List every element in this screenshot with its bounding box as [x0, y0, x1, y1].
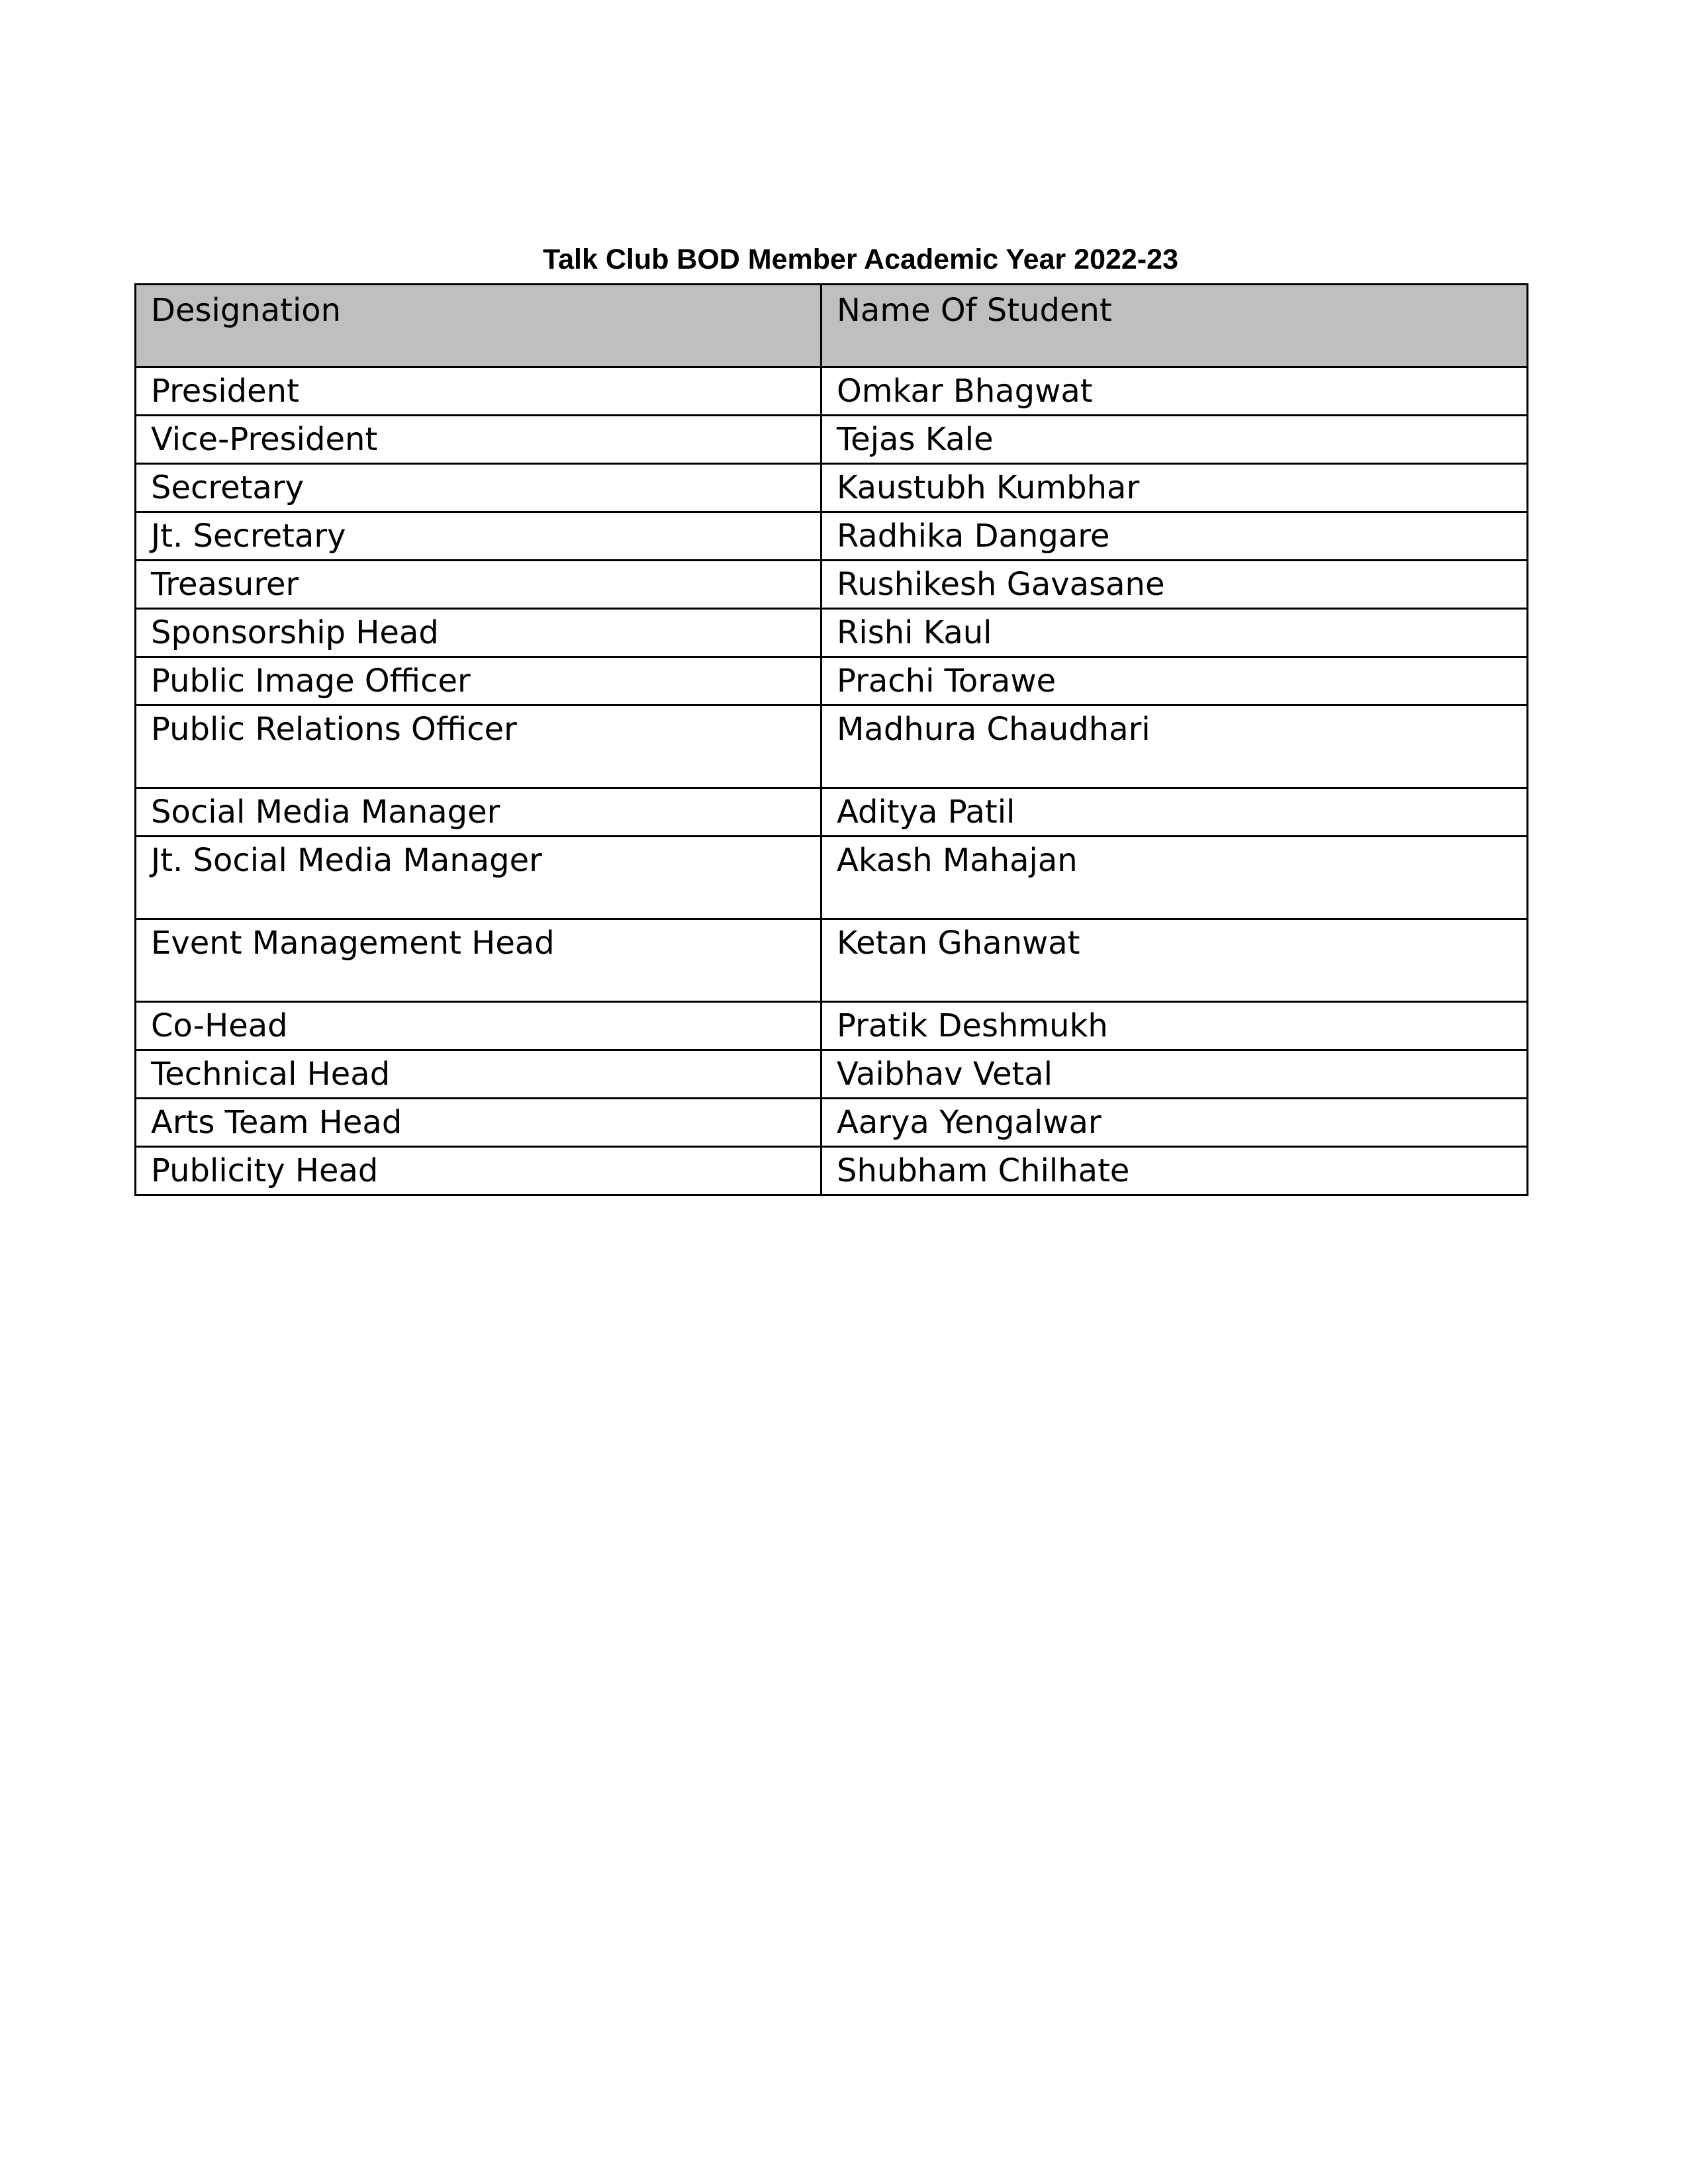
designation-cell: Secretary	[136, 464, 821, 512]
table-row	[136, 1147, 1528, 1195]
designation-cell: Jt. Social Media Manager	[136, 837, 821, 919]
student-name-cell: Vaibhav Vetal	[821, 1050, 1528, 1099]
student-name-cell: Prachi Torawe	[821, 657, 1528, 705]
table-row	[136, 1050, 1528, 1099]
bod-members-table	[134, 283, 1528, 1196]
designation-cell: Arts Team Head	[136, 1099, 821, 1147]
designation-cell: Vice-President	[136, 416, 821, 464]
student-name-cell: Omkar Bhagwat	[821, 367, 1528, 416]
designation-cell: Public Image Officer	[136, 657, 821, 705]
designation-cell: Sponsorship Head	[136, 609, 821, 657]
table-row	[136, 1099, 1528, 1147]
student-name-cell: Akash Mahajan	[821, 837, 1528, 919]
table-row	[136, 705, 1528, 788]
student-name-cell: Ketan Ghanwat	[821, 919, 1528, 1002]
document-title: Talk Club BOD Member Academic Year 2022-23	[543, 244, 1178, 275]
table-row	[136, 657, 1528, 705]
table-header-row	[136, 285, 1528, 367]
student-name-cell: Aditya Patil	[821, 788, 1528, 837]
table-row	[136, 919, 1528, 1002]
designation-cell: Public Relations Officer	[136, 705, 821, 788]
student-name-cell: Aarya Yengalwar	[821, 1099, 1528, 1147]
designation-cell: Social Media Manager	[136, 788, 821, 837]
designation-cell: Publicity Head	[136, 1147, 821, 1195]
designation-cell: Treasurer	[136, 561, 821, 609]
header-name-of-student: Name Of Student	[821, 285, 1528, 367]
student-name-cell: Shubham Chilhate	[821, 1147, 1528, 1195]
designation-cell: Technical Head	[136, 1050, 821, 1099]
designation-cell: President	[136, 367, 821, 416]
student-name-cell: Tejas Kale	[821, 416, 1528, 464]
student-name-cell: Rishi Kaul	[821, 609, 1528, 657]
table-row	[136, 512, 1528, 561]
table-row	[136, 837, 1528, 919]
designation-cell: Co-Head	[136, 1002, 821, 1050]
table-row	[136, 1002, 1528, 1050]
table-row	[136, 464, 1528, 512]
designation-cell: Event Management Head	[136, 919, 821, 1002]
student-name-cell: Rushikesh Gavasane	[821, 561, 1528, 609]
table-row	[136, 788, 1528, 837]
table-row	[136, 561, 1528, 609]
designation-cell: Jt. Secretary	[136, 512, 821, 561]
student-name-cell: Kaustubh Kumbhar	[821, 464, 1528, 512]
student-name-cell: Radhika Dangare	[821, 512, 1528, 561]
student-name-cell: Madhura Chaudhari	[821, 705, 1528, 788]
table-row	[136, 416, 1528, 464]
table-row	[136, 367, 1528, 416]
table-row	[136, 609, 1528, 657]
student-name-cell: Pratik Deshmukh	[821, 1002, 1528, 1050]
header-designation: Designation	[136, 285, 821, 367]
